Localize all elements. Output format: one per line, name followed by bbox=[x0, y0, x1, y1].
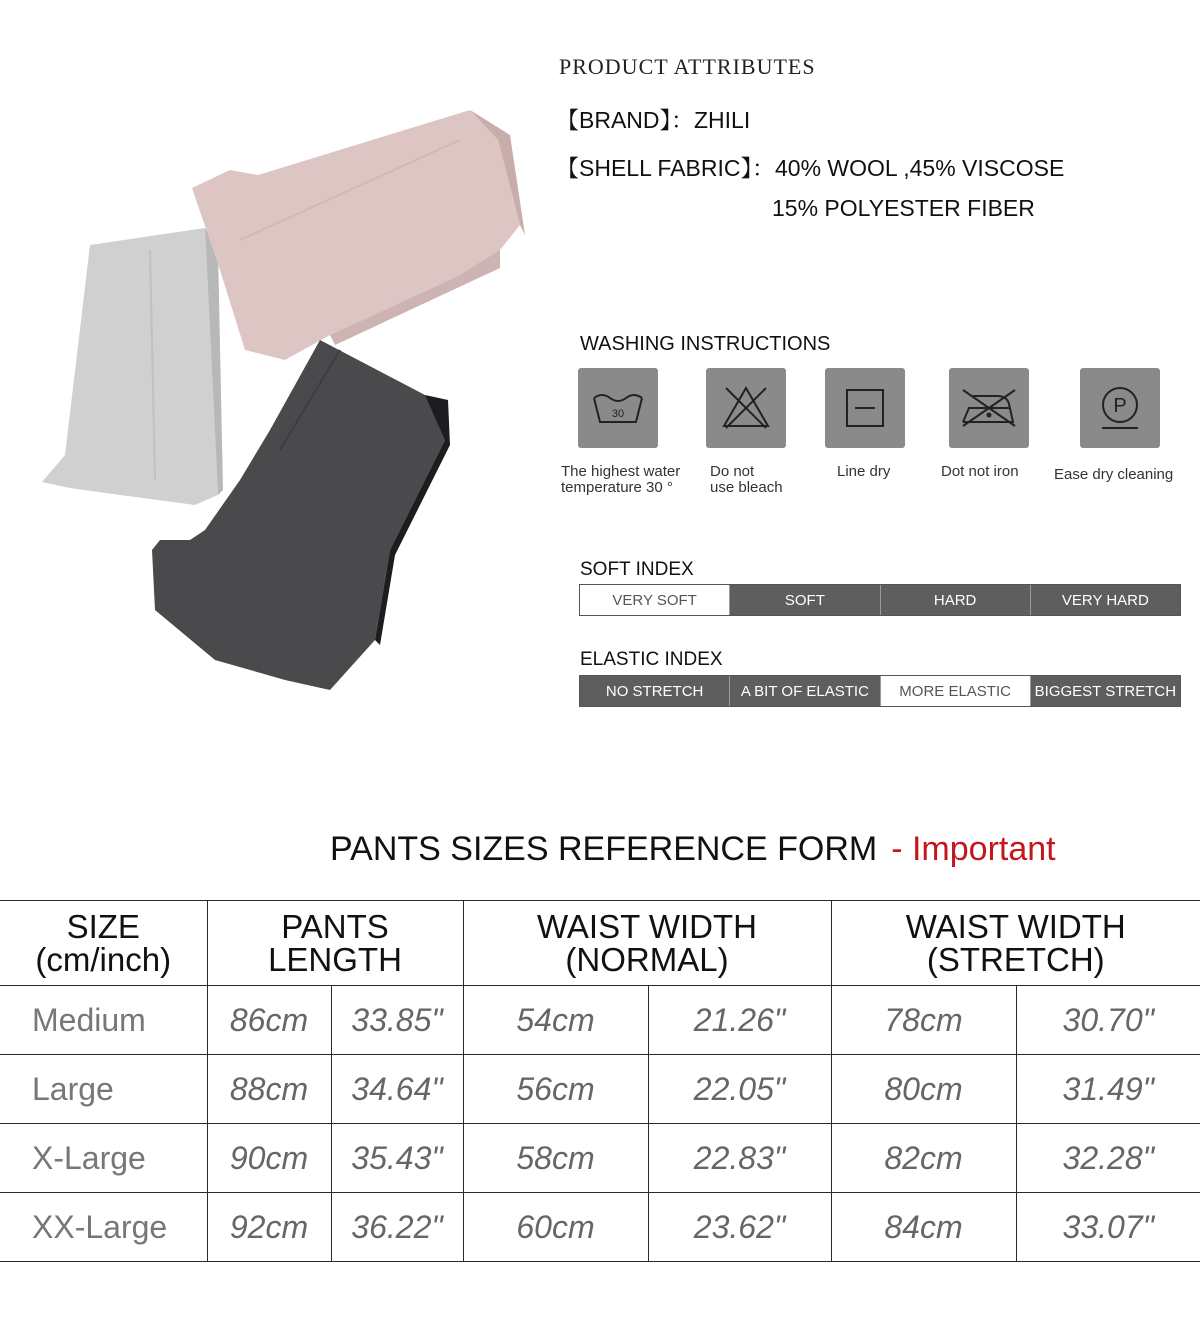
table-row bbox=[0, 1124, 1200, 1193]
waist-cm-cell: 56cm bbox=[463, 1055, 648, 1124]
length-in-cell: 33.85" bbox=[331, 986, 463, 1055]
length-cm-cell: 90cm bbox=[207, 1124, 331, 1193]
stretch-in-cell: 33.07" bbox=[1016, 1193, 1200, 1262]
elastic-index-bar bbox=[579, 675, 1181, 707]
svg-text:P: P bbox=[1113, 395, 1127, 417]
stretch-in-cell: 32.28" bbox=[1016, 1124, 1200, 1193]
waist-cm-cell: 58cm bbox=[463, 1124, 648, 1193]
soft-index-hard: HARD bbox=[881, 585, 1031, 615]
elastic-index-a-bit: A BIT OF ELASTIC bbox=[730, 676, 880, 706]
table-header-row bbox=[0, 901, 1200, 986]
elastic-index-biggest-stretch: BIGGEST STRETCH bbox=[1031, 676, 1180, 706]
soft-index-bar bbox=[579, 584, 1181, 616]
length-in-cell: 35.43" bbox=[331, 1124, 463, 1193]
attributes-title: PRODUCT ATTRIBUTES bbox=[559, 54, 816, 79]
dry-clean-icon bbox=[1080, 368, 1160, 448]
waist-cm-cell: 60cm bbox=[463, 1193, 648, 1262]
no-iron-label: Dot not iron bbox=[941, 463, 1019, 480]
brand-line: 【BRAND】：ZHILI bbox=[556, 107, 751, 133]
size-cell: Large bbox=[0, 1055, 207, 1124]
fabric-line: 【SHELL FABRIC】：40% WOOL ,45% VISCOSE bbox=[556, 155, 1065, 181]
no-bleach-label: Do not use bleach bbox=[710, 463, 783, 496]
wash-30-label: The highest water temperature 30 ° bbox=[561, 463, 681, 496]
wash-30-icon bbox=[578, 368, 658, 448]
stretch-cm-cell: 84cm bbox=[831, 1193, 1016, 1262]
elastic-index-more-elastic: MORE ELASTIC bbox=[881, 676, 1031, 706]
header-size: SIZE (cm/inch) bbox=[0, 901, 207, 986]
header-pants-length: PANTS LENGTH bbox=[207, 901, 463, 986]
washing-title: WASHING INSTRUCTIONS bbox=[580, 333, 831, 355]
soft-index-very-soft: VERY SOFT bbox=[580, 585, 730, 615]
stretch-in-cell: 31.49" bbox=[1016, 1055, 1200, 1124]
length-cm-cell: 88cm bbox=[207, 1055, 331, 1124]
length-cm-cell: 92cm bbox=[207, 1193, 331, 1262]
dry-clean-label: Ease dry cleaning bbox=[1054, 466, 1174, 483]
stretch-cm-cell: 80cm bbox=[831, 1055, 1016, 1124]
header-waist-stretch: WAIST WIDTH (STRETCH) bbox=[831, 901, 1200, 986]
size-chart-title: PANTS SIZES REFERENCE FORM - Important bbox=[330, 830, 1056, 868]
waist-in-cell: 21.26" bbox=[648, 986, 831, 1055]
length-in-cell: 34.64" bbox=[331, 1055, 463, 1124]
table-row bbox=[0, 1193, 1200, 1262]
soft-index-title: SOFT INDEX bbox=[580, 559, 694, 580]
line-dry-icon bbox=[825, 368, 905, 448]
size-cell: X-Large bbox=[0, 1124, 207, 1193]
svg-text:30: 30 bbox=[611, 408, 625, 420]
header-waist-normal: WAIST WIDTH (NORMAL) bbox=[463, 901, 831, 986]
length-cm-cell: 86cm bbox=[207, 986, 331, 1055]
size-table bbox=[0, 900, 1200, 1262]
waist-in-cell: 22.83" bbox=[648, 1124, 831, 1193]
fabric-line-continued: 15% POLYESTER FIBER bbox=[772, 195, 1035, 221]
waist-in-cell: 22.05" bbox=[648, 1055, 831, 1124]
waist-cm-cell: 54cm bbox=[463, 986, 648, 1055]
light-grey-leggings bbox=[42, 228, 223, 505]
elastic-index-no-stretch: NO STRETCH bbox=[580, 676, 730, 706]
waist-in-cell: 23.62" bbox=[648, 1193, 831, 1262]
pink-leggings bbox=[192, 110, 525, 360]
length-in-cell: 36.22" bbox=[331, 1193, 463, 1262]
no-iron-icon bbox=[949, 368, 1029, 448]
no-bleach-icon bbox=[706, 368, 786, 448]
stretch-cm-cell: 78cm bbox=[831, 986, 1016, 1055]
important-note: - Important bbox=[891, 830, 1056, 868]
stretch-in-cell: 30.70" bbox=[1016, 986, 1200, 1055]
size-cell: XX-Large bbox=[0, 1193, 207, 1262]
elastic-index-title: ELASTIC INDEX bbox=[580, 649, 723, 670]
table-row bbox=[0, 1055, 1200, 1124]
table-row bbox=[0, 986, 1200, 1055]
soft-index-very-hard: VERY HARD bbox=[1031, 585, 1180, 615]
soft-index-soft: SOFT bbox=[730, 585, 880, 615]
stretch-cm-cell: 82cm bbox=[831, 1124, 1016, 1193]
line-dry-label: Line dry bbox=[837, 463, 891, 480]
size-cell: Medium bbox=[0, 986, 207, 1055]
product-photo bbox=[30, 100, 530, 700]
